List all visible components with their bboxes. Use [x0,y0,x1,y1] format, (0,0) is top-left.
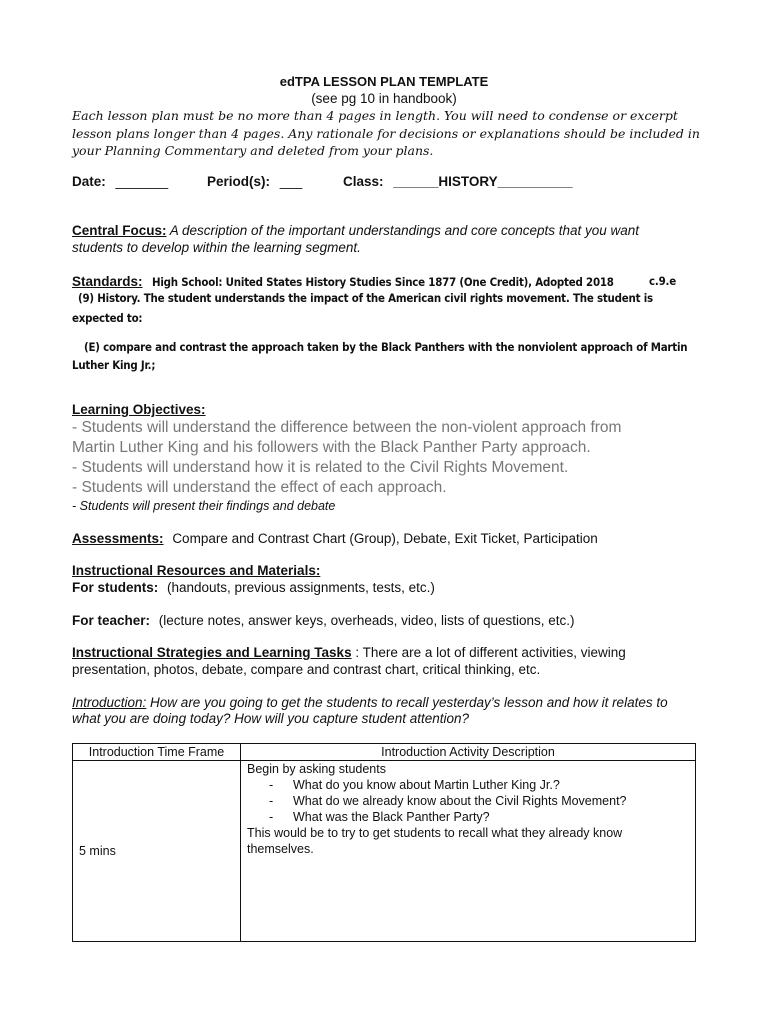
objective-item: - Students will understand how it is related to the Civil Rights Movement. [72,459,569,476]
list-item: - What do you know about Martin Luther King Jr.? [293,777,689,793]
objective-item: - Students will understand the difference between the non-violent approach from [72,419,622,436]
class-value: ______HISTORY__________ [393,174,573,189]
strategies-text: : There are a lot of different activities, viewing [351,645,626,660]
for-teacher-text: (lecture notes, answer keys, overheads, video, lists of questions, etc.) [158,613,575,628]
table-header-row [73,744,696,761]
date-value: _______ [115,174,169,189]
central-focus-text-2: students to develop within the learning segment. [72,240,361,255]
strategies-label: Instructional Strategies and Learning Tasks [72,645,352,660]
central-focus-label: Central Focus: [72,223,167,238]
standards-line-4: (E) compare and contrast the approach taken by the Black Panthers with the nonviolent approach of Martin [84,340,688,354]
strategies [72,645,626,660]
introduction-label: Introduction: [72,695,147,710]
page-subtitle: (see pg 10 in handbook) [311,91,457,106]
question-list [247,777,689,825]
period-field [207,174,302,189]
page-title: edTPA LESSON PLAN TEMPLATE [279,74,489,89]
standards [72,273,614,291]
activity-description-cell [241,761,696,942]
resources-students [72,580,435,595]
assessments-label: Assessments: [72,531,164,546]
class-field [343,174,573,189]
date-field [72,174,168,189]
standards-line-2: (9) History. The student understands the impact of the American civil rights movement. The student is [78,291,653,305]
date-label: Date: [72,174,106,189]
class-label: Class: [343,174,384,189]
objective-item-small: - Students will present their findings and debate [72,499,336,513]
strategies-text-2: presentation, photos, debate, compare and contrast chart, critical thinking, etc. [72,662,541,677]
resources-teacher [72,613,575,628]
period-value: ___ [279,174,303,189]
introduction-text-2: what you are doing today? How will you capture student attention? [72,711,469,726]
period-label: Period(s): [207,174,271,189]
standards-label: Standards: [72,274,143,289]
standards-line-3: expected to: [72,311,143,325]
activity-lead: Begin by asking students [247,762,386,776]
for-teacher-label: For teacher: [72,613,151,628]
assessments [72,531,598,546]
standards-line-1: High School: United States History Studies Since 1877 (One Credit), Adopted 2018 [151,275,614,289]
activity-closing: This would be to try to get students to recall what they already know themselves. [247,826,623,856]
introduction [72,695,668,710]
objective-item: - Students will understand the effect of each approach. [72,479,447,496]
assessments-text: Compare and Contrast Chart (Group), Debate, Exit Ticket, Participation [172,531,598,546]
activity-description-header: Introduction Activity Description [241,744,696,761]
table-row [73,761,696,942]
central-focus-text: A description of the important understandings and core concepts that you want [166,223,640,238]
time-frame-cell: 5 mins [73,761,241,942]
central-focus [72,223,639,238]
objective-item: Martin Luther King and his followers with the Black Panther Party approach. [72,439,591,456]
standards-code: c.9.e [649,274,676,288]
time-frame-header: Introduction Time Frame [73,744,241,761]
learning-objectives-label: Learning Objectives: [72,402,206,417]
introduction-table [72,743,696,942]
introduction-text: How are you going to get the students to recall yesterday’s lesson and how it relates to [146,695,668,710]
list-item: - What was the Black Panther Party? [293,809,689,825]
for-students-text: (handouts, previous assignments, tests, etc.) [167,580,435,595]
standards-line-5: Luther King Jr.; [72,358,156,372]
for-students-label: For students: [72,580,159,595]
resources-label: Instructional Resources and Materials: [72,563,321,578]
template-note: Each lesson plan must be no more than 4 pages in length. You will need to condense or excerpt lesson plans longer than 4 pages. Any rationale for decisions or explanations should be included in your Planning Commentary and deleted from your plans. [72,108,700,158]
list-item: - What do we already know about the Civil Rights Movement? [293,793,689,809]
